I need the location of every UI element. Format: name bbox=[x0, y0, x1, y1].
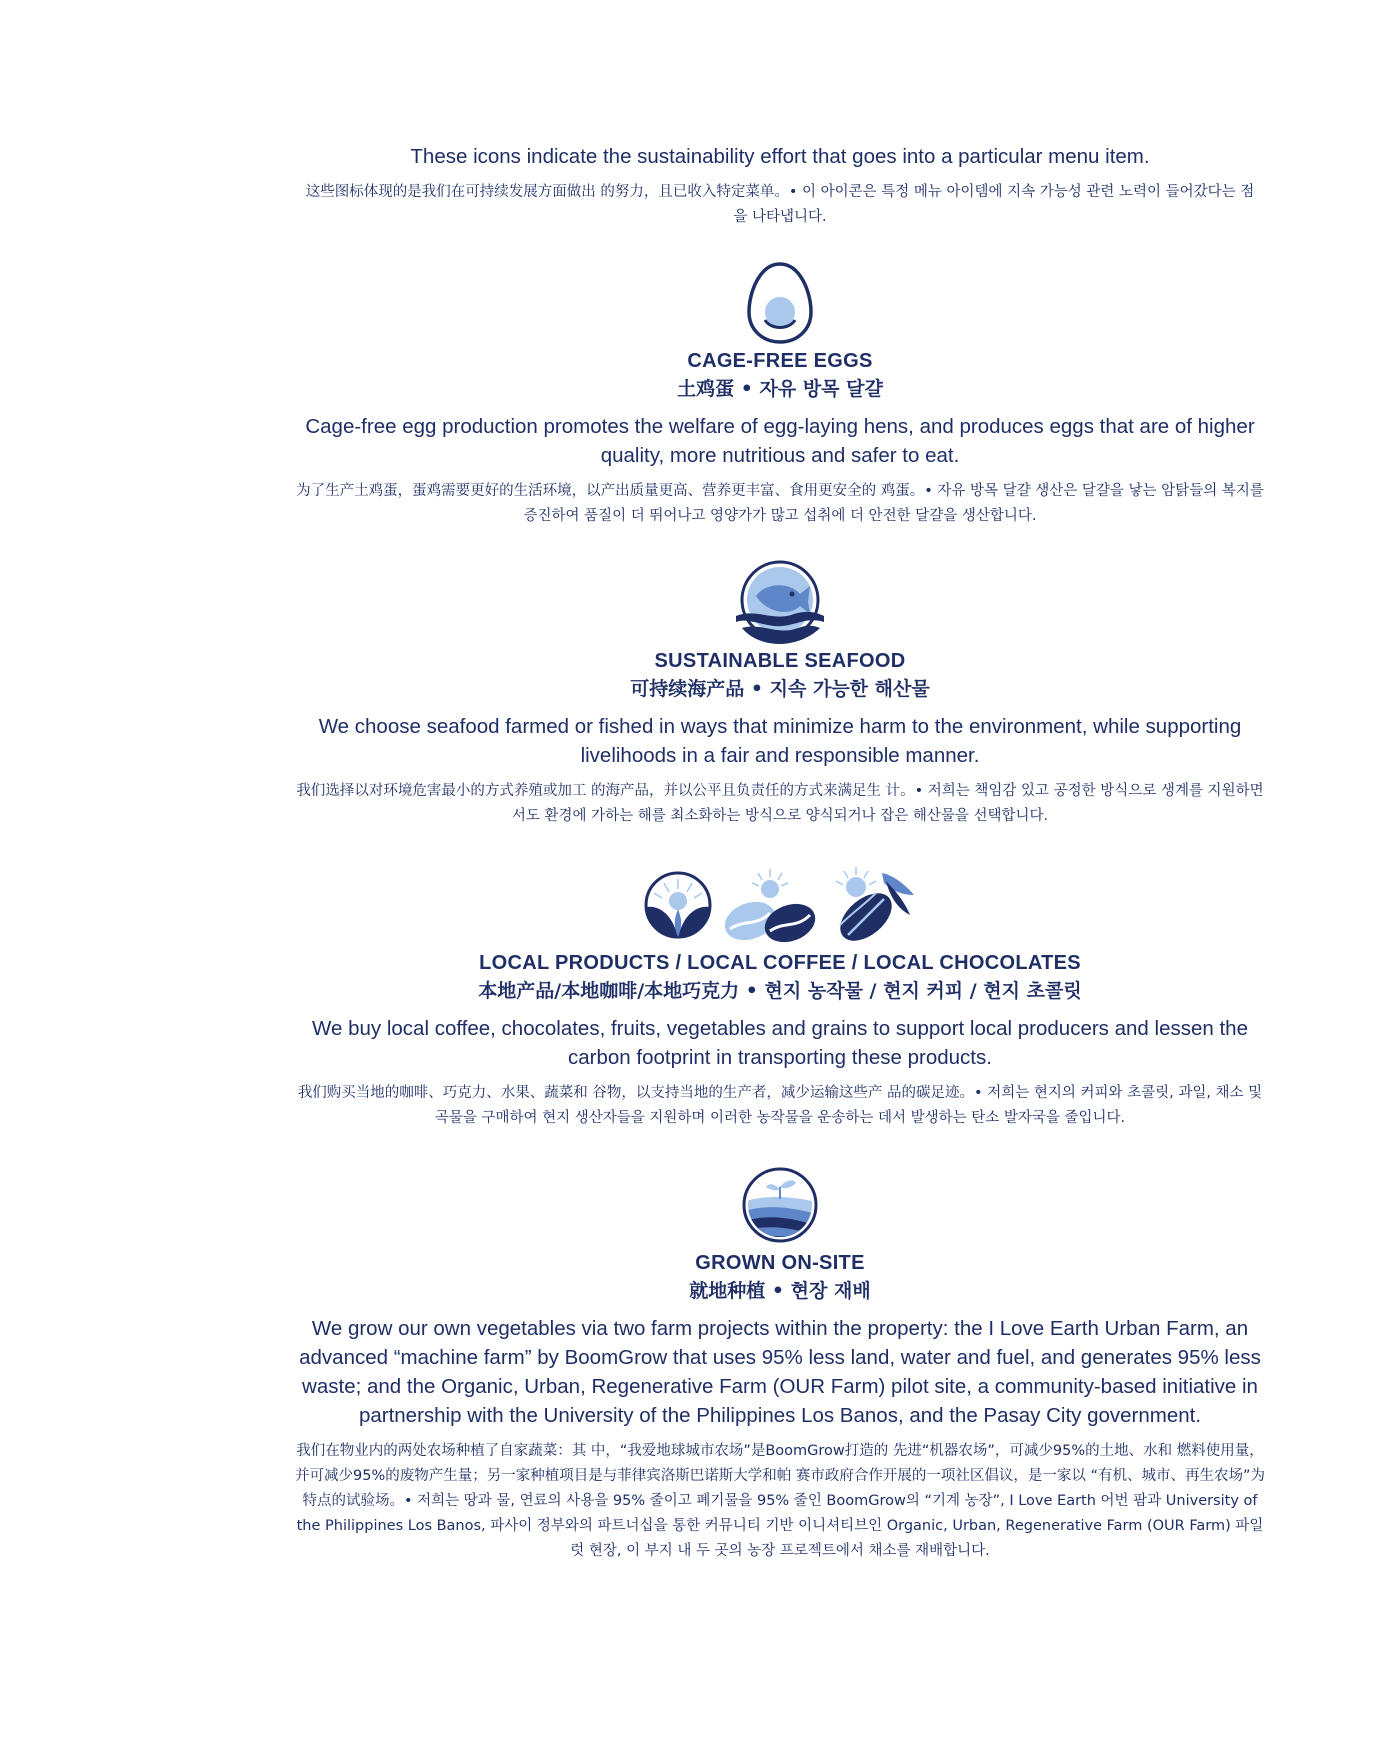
section-cage-free-eggs bbox=[290, 260, 1270, 529]
section-icons bbox=[290, 862, 1270, 948]
section-icons bbox=[290, 560, 1270, 646]
intro-translation: 这些图标体现的是我们在可持续发展方面做出 的努力，且已收入特定菜单。• 이 아이콘은 특정 메뉴 아이템에 지속 가능성 관련 노력이 들어갔다는 점을 나타냅니다. bbox=[305, 184, 1255, 225]
section-sustainable-seafood bbox=[290, 560, 1270, 829]
intro-text: These icons indicate the sustainability effort that goes into a particular menu item. bbox=[410, 145, 1150, 168]
section-title: SUSTAINABLE SEAFOOD bbox=[654, 650, 906, 672]
section-subtitle: 就地种植 • 현장 재배 bbox=[689, 1280, 871, 1302]
section-description: Cage-free egg production promotes the welfare of egg-laying hens, and produces eggs that are of higher quality, more nutritious and safer to eat. bbox=[305, 415, 1255, 467]
section-icons bbox=[290, 260, 1270, 346]
coffee-bean-icon bbox=[718, 865, 822, 945]
section-subtitle: 可持续海产品 • 지속 가능한 해산물 bbox=[630, 678, 930, 700]
section-title: CAGE-FREE EGGS bbox=[687, 350, 873, 372]
egg-icon bbox=[745, 260, 815, 346]
section-title: LOCAL PRODUCTS / LOCAL COFFEE / LOCAL CHOCOLATES bbox=[479, 952, 1081, 974]
section-subtitle: 本地产品/本地咖啡/本地巧克力 • 현지 농작물 / 현지 커피 / 현지 초콜릿 bbox=[478, 980, 1082, 1002]
section-description: We buy local coffee, chocolates, fruits, vegetables and grains to support local producers and lessen the carbon footprint in transporting these products. bbox=[312, 1017, 1248, 1069]
sprout-icon bbox=[642, 865, 714, 945]
section-description: We choose seafood farmed or fished in ways that minimize harm to the environment, while supporting livelihoods in a fair and responsible manner. bbox=[318, 715, 1242, 767]
section-grown-on-site bbox=[290, 1162, 1270, 1564]
section-description: We grow our own vegetables via two farm projects within the property: the I Love Earth Urban Farm, an advanced “machine farm” by BoomGrow that uses 95% less land, water and fuel, and generates 95% less waste; and the Organic, Urban, Regenerative Farm (OUR Farm) pilot site, a community-based initiative in partnership with the University of the Philippines Los Banos, and the Pasay City government. bbox=[299, 1317, 1261, 1427]
cacao-pod-icon bbox=[826, 865, 918, 945]
section-local-products bbox=[290, 862, 1270, 1131]
fish-icon bbox=[734, 560, 826, 646]
section-translation: 我们购买当地的咖啡、巧克力、水果、蔬菜和 谷物，以支持当地的生产者，减少运输这些产 品的碳足迹。• 저희는 현지의 커피와 초콜릿, 과일, 채소 및 곡물을 구매하여 현지 생산자들을 지원하며 이러한 농작물을 운송하는 데서 발생하는 탄소 발자국을 줄입니다. bbox=[297, 1085, 1263, 1126]
section-title: GROWN ON-SITE bbox=[695, 1252, 865, 1274]
section-subtitle: 土鸡蛋 • 자유 방목 달걀 bbox=[677, 378, 883, 400]
section-translation: 为了生产土鸡蛋，蛋鸡需要更好的生活环境，以产出质量更高、营养更丰富、食用更安全的 鸡蛋。• 자유 방목 달걀 생산은 달걀을 낳는 암탉들의 복지를 증진하여 품질이 더 뛰어나고 영양가가 많고 섭취에 더 안전한 달걀을 생산합니다. bbox=[296, 483, 1264, 524]
farm-field-icon bbox=[740, 1165, 820, 1245]
section-icons bbox=[290, 1162, 1270, 1248]
section-translation: 我们选择以对环境危害最小的方式养殖或加工 的海产品，并以公平且负责任的方式来满足生 计。• 저희는 책임감 있고 공정한 방식으로 생계를 지원하면서도 환경에 가하는 해를 최소화하는 방식으로 양식되거나 잡은 해산물을 선택합니다. bbox=[296, 783, 1264, 824]
section-translation: 我们在物业内的两处农场种植了自家蔬菜：其 中，“我爱地球城市农场”是BoomGrow打造的 先进“机器农场”，可减少95%的土地、水和 燃料使用量，并可减少95%的废物产生量；另一家种植项目是与菲律宾洛斯巴诺斯大学和帕 赛市政府合作开展的一项社区倡议，是一家以 “有机、城市、再生农场”为特点的试验场。• 저희는 땅과 물, 연료의 사용을 95% 줄이고 폐기물을 95% 줄인 BoomGrow의 “기계 농장”, I Love Earth 어번 팜과 University of the Philippines Los Banos, 파사이 정부와의 파트너십을 통한 커뮤니티 기반 이니셔티브인 Organic, Urban, Regenerative Farm (OUR Farm) 파일럿 현장, 이 부지 내 두 곳의 농장 프로젝트에서 채소를 재배합니다. bbox=[295, 1443, 1265, 1559]
